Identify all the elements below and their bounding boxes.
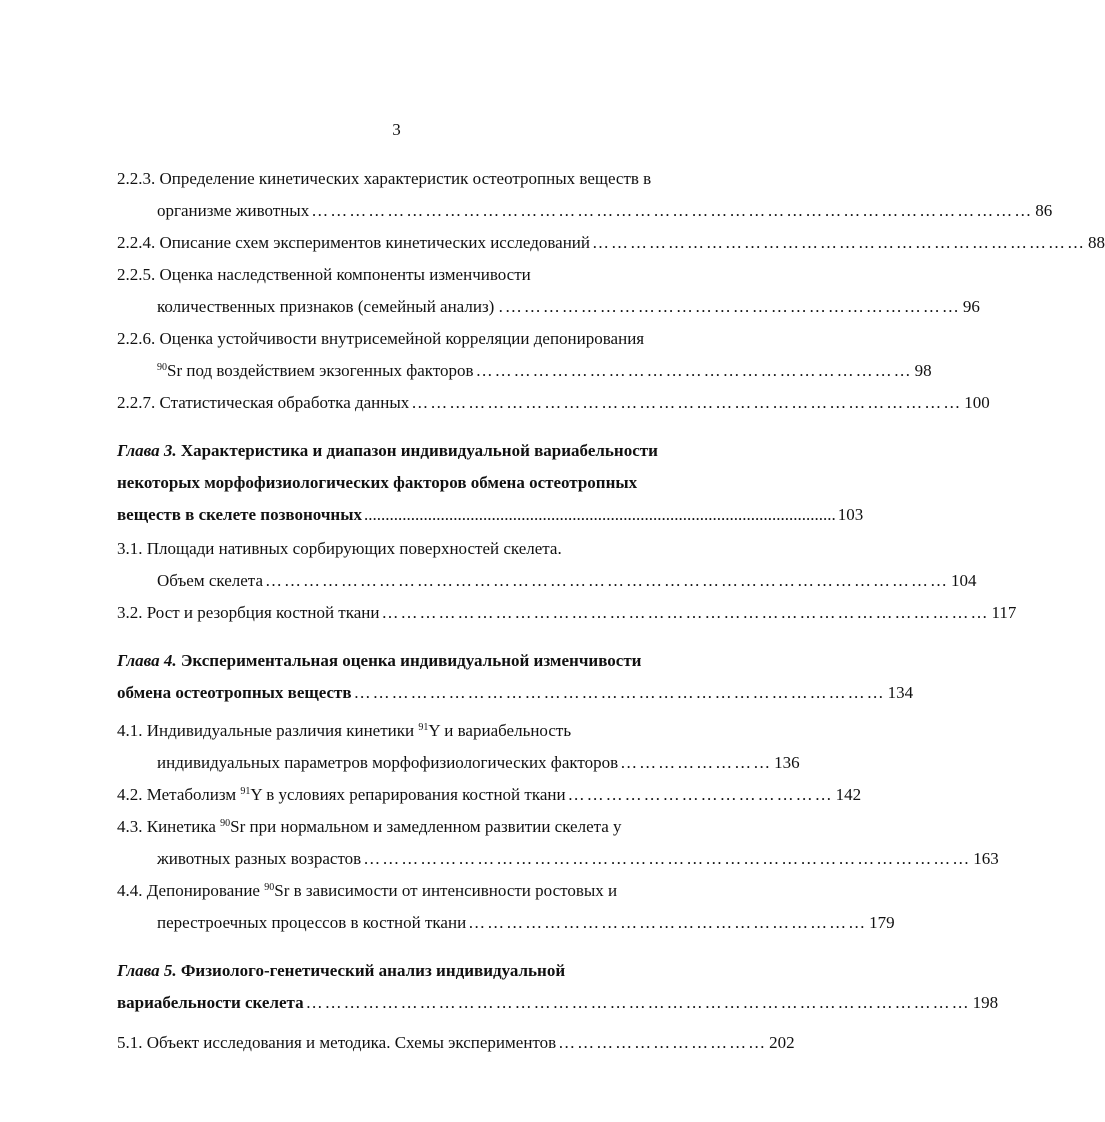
toc-chapter-5-line1 bbox=[117, 960, 565, 982]
chapter-title: Характеристика и диапазон индивидуальной вариабельности bbox=[180, 441, 658, 460]
chapter-label: Глава 5. bbox=[117, 961, 177, 980]
entry-title-continued: Объем скелета bbox=[157, 571, 263, 590]
dot-leader: …………………………………………………………… bbox=[475, 361, 913, 380]
entry-number: 2.2.3. bbox=[117, 169, 156, 188]
toc-chapter-3-line2: некоторых морфофизиологических факторов обмена остеотропных bbox=[117, 473, 638, 492]
toc-entry-4-4-line1 bbox=[117, 880, 617, 902]
entry-number: 4.1. bbox=[117, 721, 143, 740]
toc-entry-2-2-7 bbox=[117, 392, 990, 414]
dot-leader: ……………………………………………………… bbox=[468, 913, 868, 932]
entry-title-continued: количественных признаков (семейный анализ) . bbox=[157, 297, 503, 316]
toc-entry-4-4-line2 bbox=[157, 912, 895, 934]
entry-page: 100 bbox=[964, 393, 990, 412]
entry-number: 3.1. bbox=[117, 539, 143, 558]
entry-page: 136 bbox=[774, 753, 800, 772]
toc-entry-2-2-3-line1 bbox=[117, 168, 651, 190]
entry-title-continued: $^{90}$Sr под воздействием экзогенных факторов bbox=[157, 361, 474, 380]
entry-number: 2.2.5. bbox=[117, 265, 156, 284]
toc-entry-4-1-line2 bbox=[157, 752, 800, 774]
entry-page: 96 bbox=[962, 297, 980, 316]
toc-entry-3-1-line1 bbox=[117, 538, 562, 560]
entry-title: Кинетика $^{90}$Sr при нормальном и замедленном развитии скелета у bbox=[146, 817, 622, 836]
toc-entry-5-1 bbox=[117, 1032, 795, 1054]
toc-entry-3-2 bbox=[117, 602, 1017, 624]
entry-title: Оценка устойчивости внутрисемейной корреляции депонирования bbox=[159, 329, 645, 348]
entry-page: 117 bbox=[991, 603, 1017, 622]
entry-title-continued: индивидуальных параметров морфофизиологических факторов bbox=[157, 753, 619, 772]
dot-leader: …………………………………… bbox=[567, 785, 834, 804]
entry-page: 142 bbox=[835, 785, 862, 804]
entry-page: 163 bbox=[973, 849, 999, 868]
entry-number: 2.2.6. bbox=[117, 329, 156, 348]
entry-number: 4.4. bbox=[117, 881, 143, 900]
entry-title: Депонирование $^{90}$Sr в зависимости от интенсивности ростовых и bbox=[146, 881, 618, 900]
dot-leader: ............................................................................................................... bbox=[363, 505, 836, 524]
toc-entry-2-2-4 bbox=[117, 232, 1105, 254]
toc-entry-2-2-6-line1 bbox=[117, 328, 644, 350]
toc-entry-2-2-5-line2 bbox=[157, 296, 980, 318]
chapter-title-continued: веществ в скелете позвоночных bbox=[117, 505, 362, 524]
entry-number: 4.3. bbox=[117, 817, 143, 836]
dot-leader: …………………………………………………………………………………… bbox=[363, 849, 972, 868]
toc-entry-4-2 bbox=[117, 784, 862, 806]
dot-leader: ………………………………………………………………………… bbox=[353, 683, 886, 702]
entry-page: 98 bbox=[914, 361, 932, 380]
dot-leader: ……………………………………………………………………………………………… bbox=[264, 571, 949, 590]
dot-leader: …………………………………………………………………………… bbox=[411, 393, 963, 412]
toc-entry-2-2-5-line1 bbox=[117, 264, 531, 286]
toc-entry-4-3-line1 bbox=[117, 816, 622, 838]
chapter-label: Глава 3. bbox=[117, 441, 177, 460]
entry-title: Индивидуальные различия кинетики $^{91}$Y и вариабельность bbox=[146, 721, 572, 740]
entry-page: 202 bbox=[769, 1033, 795, 1052]
entry-title: Определение кинетических характеристик остеотропных веществ в bbox=[159, 169, 652, 188]
dot-leader: …………………………… bbox=[558, 1033, 768, 1052]
entry-page: 198 bbox=[972, 993, 999, 1012]
entry-page: 104 bbox=[950, 571, 977, 590]
entry-page: 86 bbox=[1035, 201, 1053, 220]
entry-title: 2.2.7. Статистическая обработка данных bbox=[117, 393, 410, 412]
entry-title: 5.1. Объект исследования и методика. Схемы экспериментов bbox=[117, 1033, 557, 1052]
entry-title-continued: организме животных bbox=[157, 201, 310, 220]
toc-chapter-4-line1 bbox=[117, 650, 641, 672]
chapter-label: Глава 4. bbox=[117, 651, 177, 670]
toc-chapter-3-line1 bbox=[117, 440, 658, 462]
entry-title: 4.2. Метаболизм $^{91}$Y в условиях репарирования костной ткани bbox=[117, 785, 566, 804]
chapter-title: Экспериментальная оценка индивидуальной изменчивости bbox=[180, 651, 642, 670]
dot-leader: …………………… bbox=[620, 753, 773, 772]
entry-title: 3.2. Рост и резорбция костной ткани bbox=[117, 603, 380, 622]
entry-title-continued: перестроечных процессов в костной ткани bbox=[157, 913, 467, 932]
toc-entry-4-1-line1 bbox=[117, 720, 571, 742]
entry-page: 103 bbox=[837, 505, 864, 524]
toc-entry-2-2-3-line2 bbox=[157, 200, 1053, 222]
entry-page: 88 bbox=[1088, 233, 1105, 252]
entry-page: 134 bbox=[887, 683, 914, 702]
chapter-title-continued: вариабельности скелета bbox=[117, 993, 304, 1012]
entry-page: 179 bbox=[869, 913, 895, 932]
dot-leader: ……………………………………………………………… bbox=[504, 297, 961, 316]
toc-entry-4-3-line2 bbox=[157, 848, 999, 870]
toc-entry-2-2-6-line2 bbox=[157, 360, 932, 382]
toc-chapter-4-line2 bbox=[117, 682, 914, 704]
dot-leader: …………………………………………………………………………………………………… bbox=[311, 201, 1034, 220]
entry-title-continued: животных разных возрастов bbox=[157, 849, 362, 868]
dot-leader: …………………………………………………………………………………………… bbox=[305, 993, 971, 1012]
entry-title: 2.2.4. Описание схем экспериментов кинетических исследований bbox=[117, 233, 590, 252]
chapter-title-continued: обмена остеотропных веществ bbox=[117, 683, 352, 702]
toc-entry-3-1-line2 bbox=[157, 570, 977, 592]
toc-chapter-3-line3 bbox=[117, 504, 864, 526]
dot-leader: …………………………………………………………………… bbox=[592, 233, 1086, 252]
entry-title: Площади нативных сорбирующих поверхностей скелета. bbox=[146, 539, 562, 558]
toc-chapter-5-line2 bbox=[117, 992, 999, 1014]
page-number: 3 bbox=[392, 120, 401, 139]
dot-leader: …………………………………………………………………………………… bbox=[381, 603, 990, 622]
entry-title: Оценка наследственной компоненты изменчивости bbox=[159, 265, 531, 284]
chapter-title: Физиолого-генетический анализ индивидуальной bbox=[180, 961, 566, 980]
